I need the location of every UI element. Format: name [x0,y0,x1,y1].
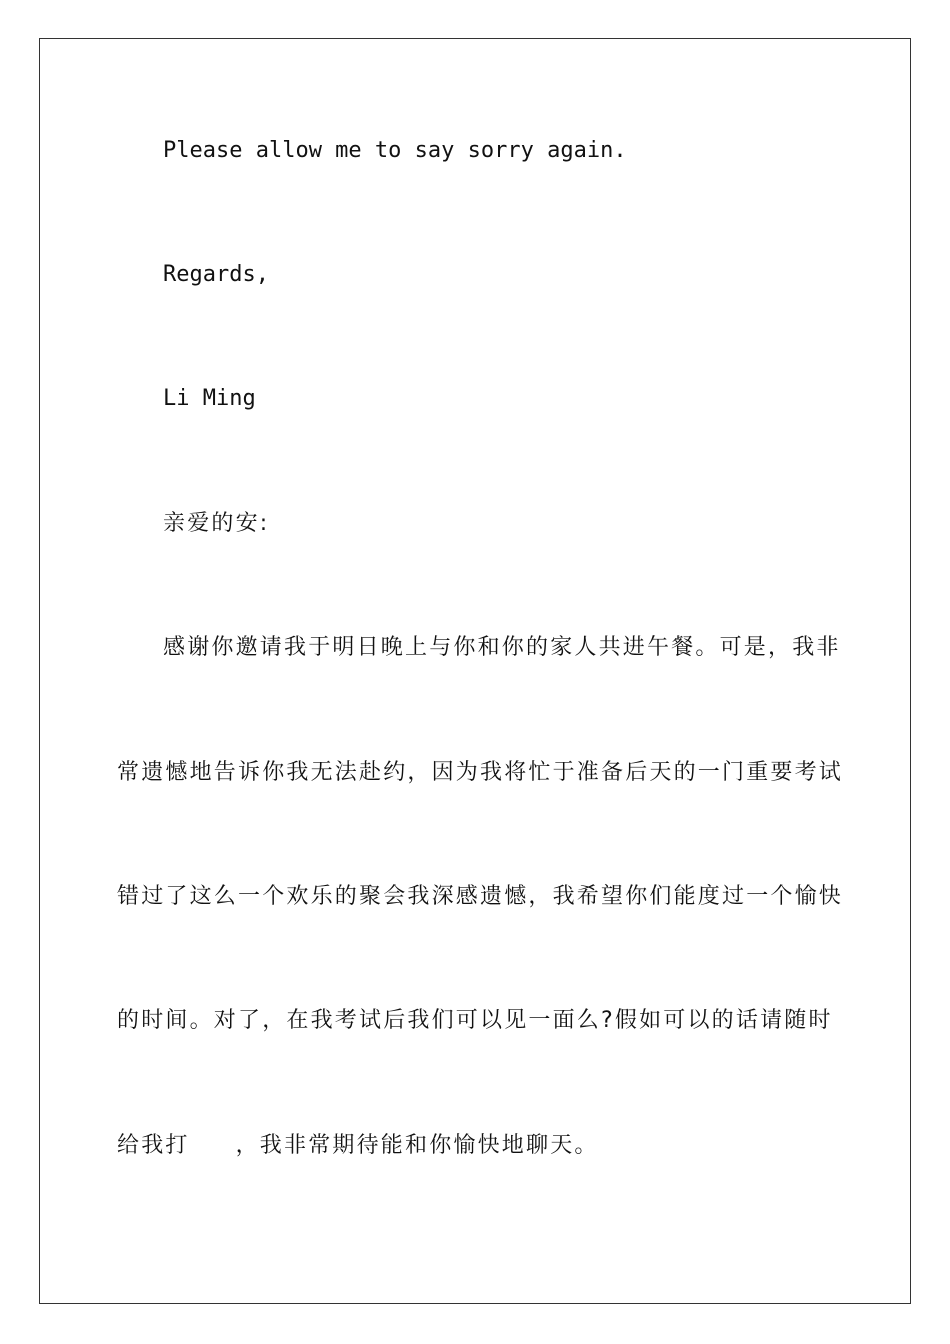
body-line-5-part-1: 给我打 [117,1133,190,1158]
closing-apology-line: Please allow me to say sorry again. [163,138,627,163]
regards-line: Regards, [163,262,269,287]
body-line-2: 常遗憾地告诉你我无法赴约，因为我将忙于准备后天的一门重要考试 [117,760,844,785]
salutation-line: 亲爱的安: [163,511,270,536]
body-line-5-part-2: ，我非常期待能和你愉快地聊天。 [235,1133,599,1158]
body-line-5 [117,1133,833,1159]
page-frame [39,38,911,1304]
body-line-4: 的时间。对了，在我考试后我们可以见一面么?假如可以的话请随时 [117,1008,833,1033]
signature-line: Li Ming [163,386,256,411]
body-line-1: 感谢你邀请我于明日晚上与你和你的家人共进午餐。可是，我非 [163,635,841,660]
body-line-3: 错过了这么一个欢乐的聚会我深感遗憾，我希望你们能度过一个愉快 [117,884,844,909]
